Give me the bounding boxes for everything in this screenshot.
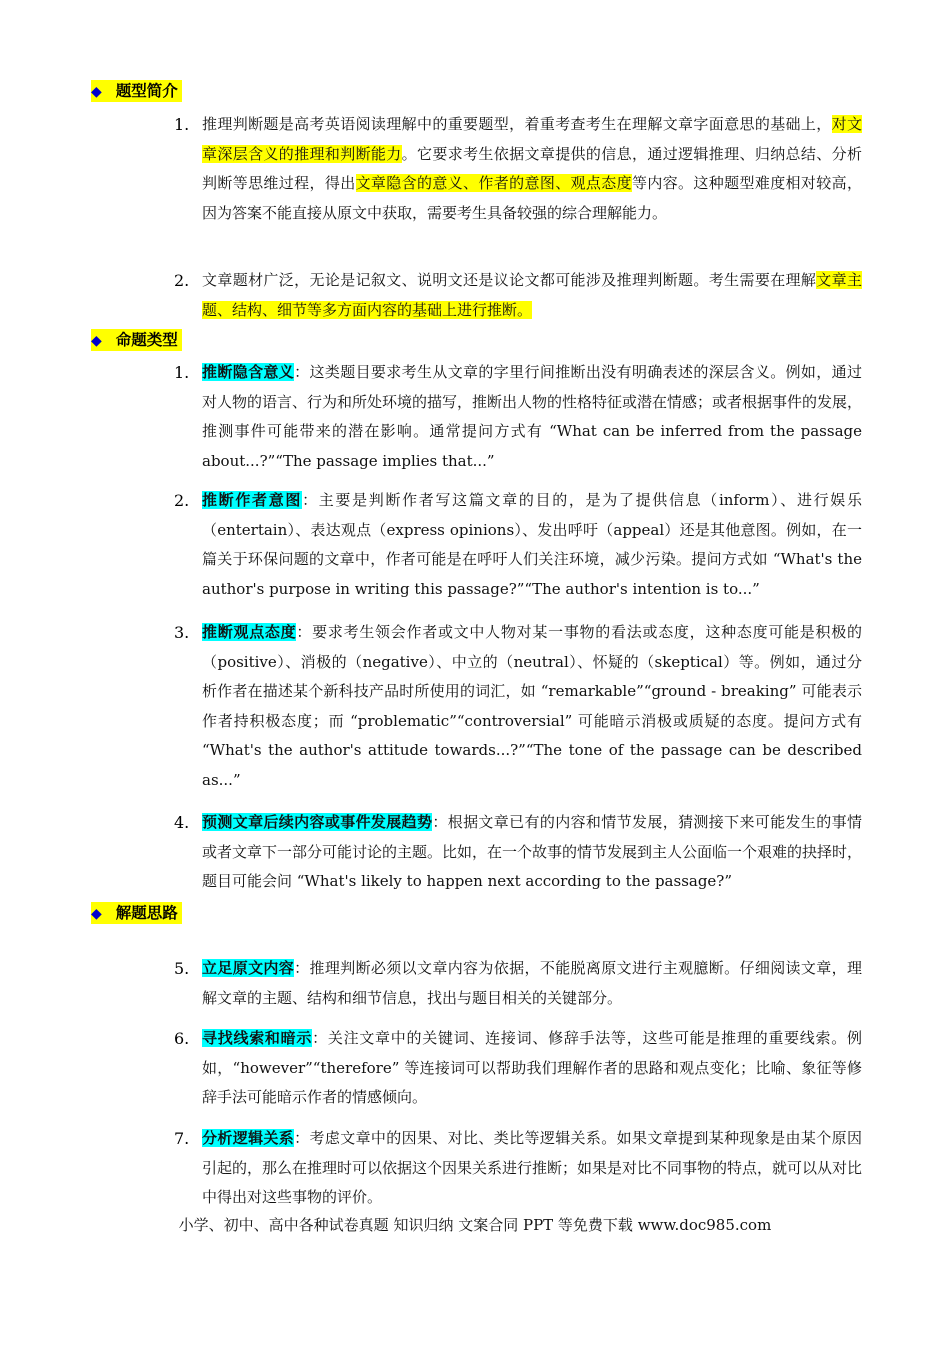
section-heading-types: [91, 329, 182, 351]
section-title: 命题类型: [115, 330, 178, 349]
item-text: [202, 358, 862, 476]
item-number: 6.: [174, 1029, 190, 1048]
item-keyword: 推断作者意图: [202, 491, 303, 509]
item-number: 1.: [174, 115, 190, 134]
text-run: ：主要是判断作者写这篇文章的目的，是为了提供信息（inform）、进行娱乐（entertain）、表达观点（express opinions）、发出呼吁（appeal）还是其他意图。例如，在一篇关于环保问题的文章中，作者可能是在呼吁人们关注环境，减少污染。提问方式如 “What's the author's purpose in writing this passage?”“The author's intention is to...”: [202, 491, 862, 598]
item-number: 2.: [174, 491, 190, 510]
list-item: [174, 110, 864, 228]
list-item: [174, 358, 864, 476]
item-text: [202, 954, 862, 1013]
text-run: 推理判断题是高考英语阅读理解中的重要题型，着重考查考生在理解文章字面意思的基础上，: [202, 115, 832, 133]
text-run: 。它要求考生依据文章提供的信息，通过逻辑推理、归纳总结、分析判断等思维过程，得出: [202, 144, 862, 192]
item-keyword: 寻找线索和暗示: [202, 1029, 313, 1047]
highlighted-phrase: 文章隐含的意义、作者的意图、观点态度: [355, 174, 632, 192]
item-text: [202, 486, 862, 604]
item-keyword: 推断隐含意义: [202, 363, 295, 381]
text-run: ：关注文章中的关键词、连接词、修辞手法等，这些可能是推理的重要线索。例如，“however”“therefore” 等连接词可以帮助我们理解作者的思路和观点变化；比喻、象征等修辞手法可能暗示作者的情感倾向。: [202, 1029, 862, 1106]
item-number: 2.: [174, 271, 190, 290]
text-run: ：要求考生领会作者或文中人物对某一事物的看法或态度，这种态度可能是积极的（positive）、消极的（negative）、中立的（neutral）、怀疑的（skeptical）等。例如，通过分析作者在描述某个新科技产品时所使用的词汇，如 “remarkable”“ground - breaking” 可能表示作者持积极态度；而 “problematic”“controversial” 可能暗示消极或质疑的态度。提问方式有 “What's the author's attitude towards...?”“The tone of the passage can be described as...”: [202, 623, 862, 789]
section-title: 题型简介: [115, 81, 178, 100]
list-item: [174, 1024, 864, 1113]
item-text: [202, 1024, 862, 1113]
footer-text: 小学、初中、高中各种试卷真题 知识归纳 文案合同 PPT 等免费下载 www.doc985.com: [178, 1216, 772, 1234]
item-text: [202, 618, 862, 795]
item-keyword: 分析逻辑关系: [202, 1129, 295, 1147]
section-heading-approach: [91, 902, 182, 924]
section-heading-intro: [91, 80, 182, 102]
list-item: [174, 618, 864, 795]
item-text: [202, 266, 862, 325]
highlighted-phrase: 文章主题、结构、细节等多方面内容的基础上进行推断。: [202, 271, 862, 319]
item-keyword: 推断观点态度: [202, 623, 297, 641]
item-number: 5.: [174, 959, 190, 978]
text-run: ：这类题目要求考生从文章的字里行间推断出没有明确表述的深层含义。例如，通过对人物的语言、行为和所处环境的描写，推断出人物的性格特征或潜在情感；或者根据事件的发展，推测事件可能带来的潜在影响。通常提问方式有 “What can be inferred from the passage about...?”“The passage implies that...”: [202, 363, 863, 470]
list-item: [174, 486, 864, 604]
section-title: 解题思路: [115, 903, 178, 922]
text-run: ：考虑文章中的因果、对比、类比等逻辑关系。如果文章提到某种现象是由某个原因引起的，那么在推理时可以依据这个因果关系进行推断；如果是对比不同事物的特点，就可以从对比中得出对这些事物的评价。: [202, 1129, 863, 1206]
diamond-bullet-icon: ◆: [91, 906, 102, 922]
list-item: [174, 808, 864, 897]
item-number: 3.: [174, 623, 190, 642]
list-item: [174, 1124, 864, 1213]
text-run: 文章题材广泛，无论是记叙文、说明文还是议论文都可能涉及推理判断题。考生需要在理解: [202, 271, 817, 289]
text-run: 等内容。这种题型难度相对较高，因为答案不能直接从原文中获取，需要考生具备较强的综合理解能力。: [202, 174, 862, 222]
item-keyword: 立足原文内容: [202, 959, 295, 977]
item-number: 1.: [174, 363, 190, 382]
diamond-bullet-icon: ◆: [91, 333, 102, 349]
item-number: 7.: [174, 1129, 190, 1148]
item-text: [202, 1124, 862, 1213]
item-text: [202, 808, 862, 897]
diamond-bullet-icon: ◆: [91, 84, 102, 100]
item-number: 4.: [174, 813, 190, 832]
text-run: ：根据文章已有的内容和情节发展，猜测接下来可能发生的事情或者文章下一部分可能讨论的主题。比如，在一个故事的情节发展到主人公面临一个艰难的抉择时，题目可能会问 “What's likely to happen next according to the passage?”: [202, 813, 863, 890]
highlighted-phrase: 对文章深层含义的推理和判断能力: [202, 115, 862, 163]
list-item: [174, 954, 864, 1013]
text-run: ：推理判断必须以文章内容为依据，不能脱离原文进行主观臆断。仔细阅读文章，理解文章的主题、结构和细节信息，找出与题目相关的关键部分。: [202, 959, 862, 1007]
item-keyword: 预测文章后续内容或事件发展趋势: [202, 813, 433, 831]
item-text: [202, 110, 862, 228]
list-item: [174, 266, 864, 325]
